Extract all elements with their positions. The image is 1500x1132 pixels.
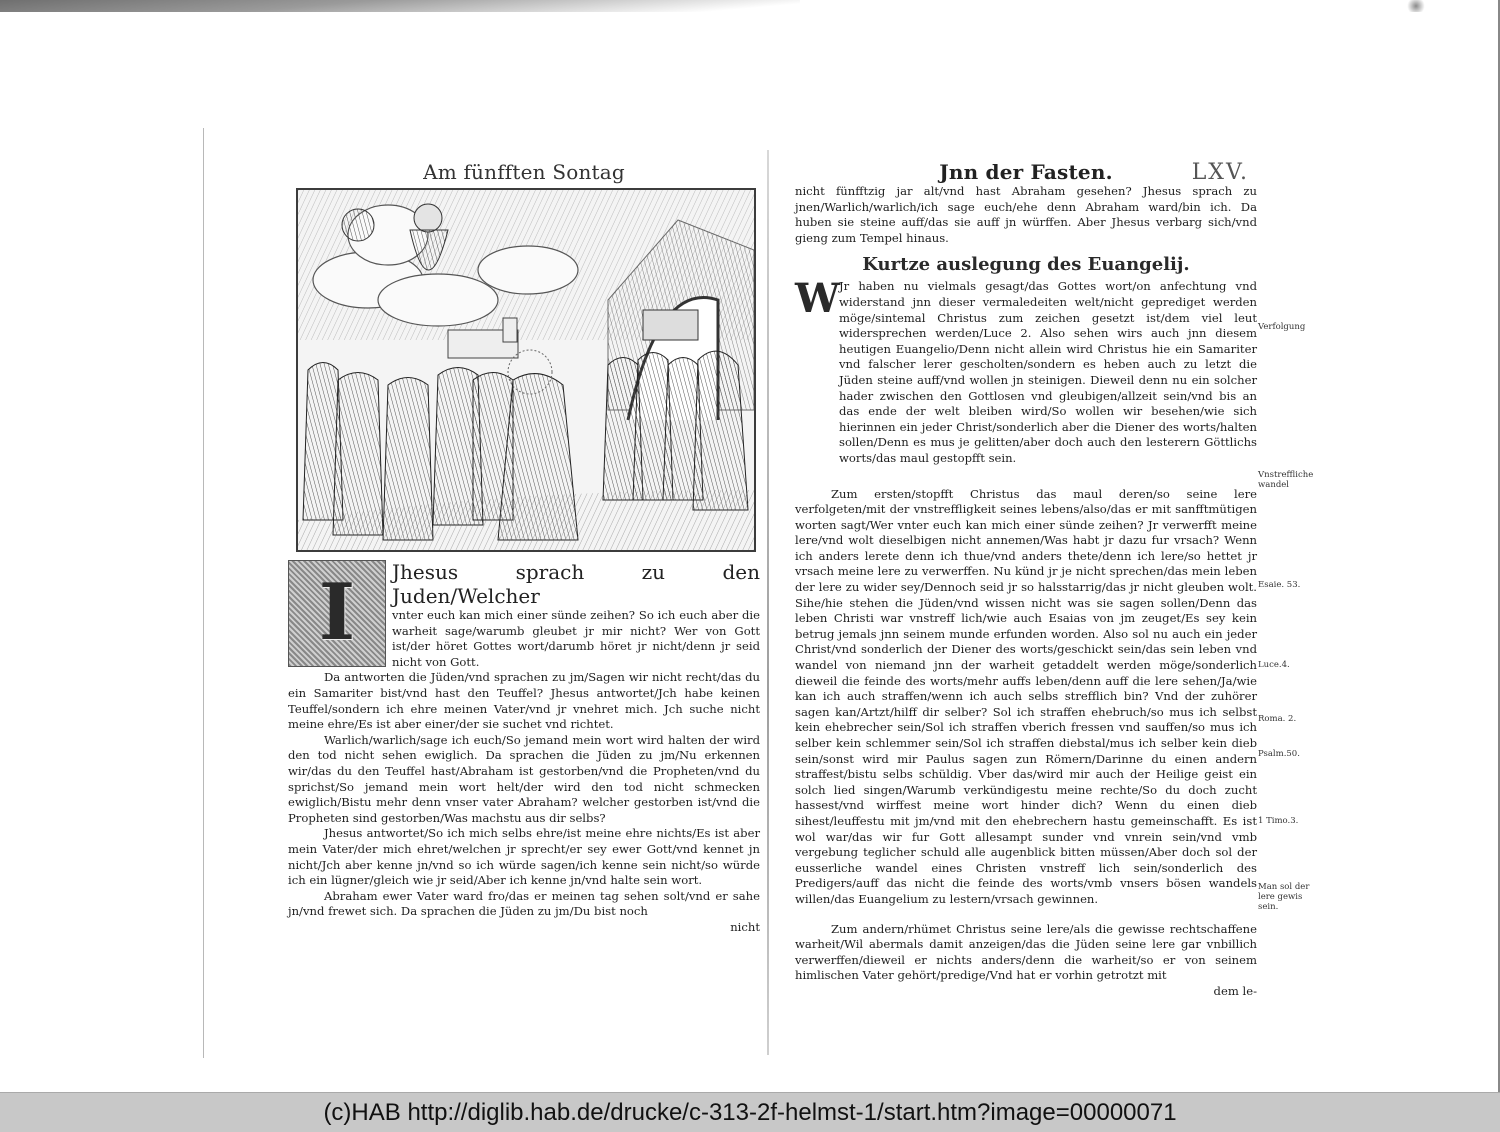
gospel-paragraph: Warlich/warlich/sage ich euch/So jemand mein wort wird halten der wird den tod nicht sehen ewiglich. Da sprachen die Jüden zu jm/Nu erkennen wir/das du den Teuffel hast/Abraham ist gestorben/vnd die Propheten/vnd du sprichst/So jemand mein wort helt/der wird den tod nicht schmecken ewiglich/Bistu mehr denn vnser vater Abraham? welcher gestorben ist/vnd die Propheten sind gestorben/Was machstu aus dir selbs?: [288, 732, 760, 825]
left-page-edge: [203, 128, 204, 1058]
catchword: nicht: [730, 919, 760, 934]
marginal-note: Vnstreffliche wandel: [1258, 470, 1314, 490]
commentary-intro: [795, 275, 1257, 466]
marginal-note: Verfolgung: [1258, 322, 1306, 332]
running-head-title: Jnn der Fasten.: [939, 160, 1113, 184]
woodcut-image: [298, 190, 754, 550]
scan-edge-shadow: [0, 0, 800, 12]
gospel-incipit: [288, 560, 760, 670]
folio-number: LXV.: [1191, 160, 1249, 185]
right-page: [795, 160, 1257, 1000]
commentary-text: [795, 487, 1257, 1000]
marginal-note: Esaie. 53.: [1258, 580, 1301, 590]
footer-bar: [0, 1092, 1500, 1132]
left-page: [288, 160, 760, 935]
marginal-note: Luce.4.: [1258, 660, 1290, 670]
incipit-lead-line: Jhesus sprach zu den Juden/Welcher: [392, 560, 760, 608]
initial-letter: I: [318, 567, 356, 658]
catchword: dem le-: [1213, 983, 1257, 998]
initial-letter-w: W: [795, 275, 840, 323]
incipit-text: vnter euch kan mich einer sünde zeihen? So ich euch aber die warheit sage/warumb gleubet jr mir nicht? Wer von Gott ist/der höret Gottes wort/darumb höret jr nicht/denn jr seid nicht von Gott.: [392, 608, 760, 669]
commentary-intro-text: Jr haben nu vielmals gesagt/das Gottes wort/on anfechtung vnd widerstand jnn dieser vermaledeiten welt/nicht geprediget werden möge/sintemal Christus zum zeichen gesetzt ist/dem viel leut widersprechen werden/Luce 2. Also sehen wirs auch jnn diesem heutigen Euangelio/Denn nicht allein wird Christus hie ein Samariter vnd falscher lerer gescholten/sondern es heben auch zu letzt die Jüden steine auff/vnd wollen jn steinigen. Dieweil denn nu ein solcher hader zwischen den Gottlosen vnd gleubigen/allzeit sein/vnd bis an das ende der welt bleiben wird/So wollen wir besehen/wie sich hierinnen ein jeder Christ/sonderlich aber die Diener des worts/halten sollen/Denn es mus je gelitten/aber doch auch den lesterern Göttlichs worts/das maul gestopfft sein.: [839, 279, 1257, 465]
gospel-paragraph: Jhesus antwortet/So ich mich selbs ehre/ist meine ehre nichts/Es ist aber mein Vater/der mich ehret/welchen jr sprecht/er sey ewer Gott/vnd kennet jn nicht/Jch aber kenne jn/vnd so ich würde sagen/ich kenne sein nicht/so würde ich ein lügner/gleich wie jr seid/Aber ich kenne jn/vnd halte sein wort.: [288, 826, 760, 888]
section-title: Kurtze auslegung des Euangelij.: [862, 254, 1190, 276]
scan-mark: [1405, 0, 1427, 12]
commentary-paragraph: Zum andern/rhümet Christus seine lere/als die gewisse rechtschaffene warheit/Wil abermals damit anzeigen/das die Jüden seine lere gar vnbillich verwerffen/dieweil er nichts anders/denn die warheit/so er von seinem himlischen Vater gehört/predige/Vnd hat er vorhin getrotzt mit: [795, 921, 1257, 983]
copyright-url: (c)HAB http://diglib.hab.de/drucke/c-313-2f-helmst-1/start.htm?image=00000071: [323, 1099, 1177, 1126]
book-gutter: [767, 150, 769, 1055]
gospel-paragraph: Abraham ewer Vater ward fro/das er meinen tag sehen solt/vnd er sahe jn/vnd frewet sich. Da sprachen die Jüden zu jm/Du bist noch: [288, 888, 760, 919]
gospel-text: [288, 670, 760, 935]
gospel-paragraph: Da antworten die Jüden/vnd sprachen zu jm/Sagen wir nicht recht/das du ein Samariter bist/vnd hast den Teuffel? Jhesus antwortet/Jch habe keinen Teuffel/sondern ich ehre meinen Vater/vnd jr vnehret mich. Jch suche nicht meine ehre/Es ist aber einer/der sie suchet vnd richtet.: [288, 670, 760, 732]
marginal-note: Man sol der lere gewis sein.: [1258, 882, 1310, 912]
commentary-paragraph: Zum ersten/stopfft Christus das maul deren/so seine lere verfolgeten/mit der vnstreffligkeit seines lebens/also/das er mit sanfftmütigen worten sagt/Wer vnter euch kan mich einer sünde zeihen? Jr verwerfft meine lere/vnd wolt dieselbigen nicht annemen/Was habt jr dazu fur vrsach? Wenn ich anders lerete denn ich thue/vnd anders thete/denn ich lere/so hettet jr vrsach meine lere zu verwerffen. Nu künd jr je nicht sprechen/das mein leben der lere zu wider sey/Dennoch seid jr so halsstarrig/das jr nicht gleuben wolt. Sihe/hie stehen die Jüden/vnd wissen nicht was sie sagen sollen/Denn das leben Christi war vnstreff lich/wie auch Esaias von jm zeuget/Es sey kein betrug jemals jnn seinem munde erfunden worden. Also sol nu auch ein jeder Christ/vnd sonderlich der Diener des worts/geschickt sein/das sein leben vnd wandel von niemand jnn der warheit getaddelt werden möge/sonderlich dieweil die feinde des worts/mehr auffs leben/denn auff die lere sehen/Ja/wie kan ich auch straffen/wenn ich auch selbs strefflich bin? Vnd der zuhörer sagen kan/Artzt/hilff dir selber? Sol ich straffen ehebruch/so mus ich selbst kein ehebrecher sein/Sol ich straffen vberich fressen vnd sauffen/so mus ich selber kein schlemmer sein/Sol ich straffen diebstal/mus ich selber kein dieb sein/sonst wird mir Paulus sagen zun Römern/Darinne du einen andern straffest/bistu selbs schüldig. Vber das/wird mir auch der Heilige geist ein solch lied singen/Warumb verkündigestu meine rechte/So du doch zucht hassest/vnd wirffest meine wort hinder dich? Wenn du einen dieb sihest/leuffestu mit jm/vnd mit den ehebrechern hastu gemeinschafft. Es ist wol war/das wir fur Gott allesampt sunder vnd vnrein sein/vnd vmb vergebung teglicher schuld alle augenblick bitten müssen/Aber doch sol der eusserliche wandel eines Christen vnstreff lich sein/sonderlich des Predigers/auff das nicht die feinde des worts/vmb vnsers bösen wandels willen/das Euangelium zu lestern/vrsach gewinnen.: [795, 486, 1257, 906]
gospel-continuation: nicht fünfftzig jar alt/vnd hast Abraham gesehen? Jhesus sprach zu jnen/Warlich/warlich/ich sage euch/ehe denn Abraham ward/bin ich. Da huben sie steine auff/das sie auff jn würffen. Aber Jhesus verbarg sich/vnd gieng zum Tempel hinaus.: [795, 184, 1257, 245]
marginal-note: Psalm.50.: [1258, 749, 1300, 759]
running-head-left: Am fünfften Sontag: [423, 160, 625, 184]
marginal-note: Roma. 2.: [1258, 714, 1297, 724]
running-head-right: [795, 160, 1257, 184]
marginal-note: 1 Timo.3.: [1258, 816, 1299, 826]
woodcut-illustration: [296, 188, 756, 552]
decorated-initial: [288, 560, 386, 667]
